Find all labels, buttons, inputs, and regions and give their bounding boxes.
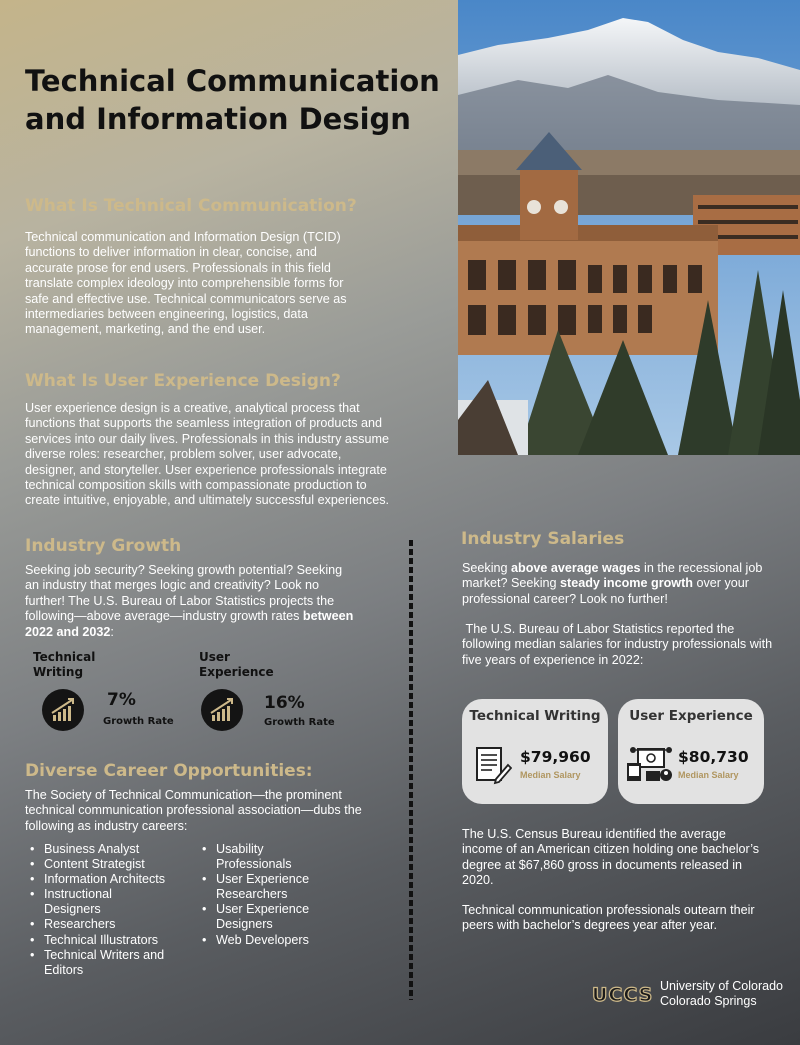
salary-card-user-experience [618, 699, 764, 804]
list-item: • Technical Illustrators [26, 933, 196, 948]
tc-body: Technical communication and Information Design (TCID) functions to deliver information in clear, concise, and accurate prose for end users. Professionals in this field translate complex ideology into comprehensible forms for safe and effective use. Technical communicators serve as intermediaries between engineering, logistics, data management, marketing, and the end user. [25, 230, 347, 337]
salaries-heading: Industry Salaries [461, 529, 625, 549]
salary-card-technical-writing [462, 699, 608, 804]
careers-list-col1 [26, 842, 196, 978]
list-item: • Information Architects [26, 872, 196, 887]
list-item: • Technical Writers and Editors [26, 948, 186, 978]
growth-chart-icon [42, 689, 84, 731]
salaries-body: The U.S. Bureau of Labor Statistics reported the following median salaries for industry professionals with five years of experience in 2022: [462, 622, 776, 667]
list-item: • User Experience Designers [198, 902, 338, 932]
growth-heading: Industry Growth [25, 536, 182, 556]
salary-sub-label: Median Salary [520, 770, 581, 780]
growth-chart-icon [201, 689, 243, 731]
ux-heading: What Is User Experience Design? [25, 371, 341, 391]
census-paragraph: The U.S. Census Bureau identified the average income of an American citizen holding one bachelor’s degree at $67,860 gross in documents released in 2020. [462, 827, 760, 888]
list-item: • Web Developers [198, 933, 338, 948]
page-title: Technical Communication and Information Design [25, 64, 440, 136]
salary-sub-label: Median Salary [678, 770, 739, 780]
dotted-divider [409, 540, 413, 1000]
campus-photo [458, 0, 800, 455]
growth-item-label: Technical Writing [33, 650, 96, 679]
outearn-paragraph: Technical communication professionals outearn their peers with bachelor’s degrees year after year. [462, 903, 755, 933]
tc-heading: What Is Technical Communication? [25, 196, 357, 216]
growth-percent: 16% [264, 693, 305, 713]
list-item: • Usability Professionals [198, 842, 308, 872]
growth-rate-label: Growth Rate [264, 717, 335, 728]
document-pen-icon [474, 745, 512, 790]
growth-item-label: User Experience [199, 650, 274, 679]
uccs-logo: UCCS [592, 984, 654, 1006]
salary-amount: $80,730 [678, 748, 749, 766]
ux-devices-icon [624, 745, 674, 790]
university-name: University of Colorado Colorado Springs [660, 979, 783, 1008]
growth-body: Seeking job security? Seeking growth potential? Seeking an industry that merges logic and creativity? Look no further! The U.S. Bureau of Labor Statistics projects the following—above average—industry growth rates between 2022 and 2032: [25, 563, 354, 639]
ux-body: User experience design is a creative, analytical process that functions that supports the seamless integration of products and services into our daily lives. Professionals in this industry assume diverse roles: researcher, problem solver, user advocate, designer, and storyteller. User experience professionals integrate technical composition skills with compassionate production to create intuitive, enjoyable, and ultimately successful experiences. [25, 401, 390, 508]
growth-rate-label: Growth Rate [103, 716, 174, 727]
growth-percent: 7% [107, 690, 136, 710]
list-item: • Researchers [26, 917, 196, 932]
salary-amount: $79,960 [520, 748, 591, 766]
careers-list-col2 [198, 842, 338, 948]
salary-card-title: User Experience [629, 708, 753, 724]
list-item: • Content Strategist [26, 857, 196, 872]
list-item: • Business Analyst [26, 842, 196, 857]
list-item: • Instructional Designers [26, 887, 156, 917]
list-item: • User Experience Researchers [198, 872, 338, 902]
careers-body: The Society of Technical Communication—the prominent technical communication professional association—dubs the following as industry careers: [25, 788, 362, 833]
salaries-intro: Seeking above average wages in the recessional job market? Seeking steady income growth over your professional career? Look no further! [462, 561, 763, 606]
salary-card-title: Technical Writing [469, 708, 601, 724]
careers-heading: Diverse Career Opportunities: [25, 761, 313, 781]
